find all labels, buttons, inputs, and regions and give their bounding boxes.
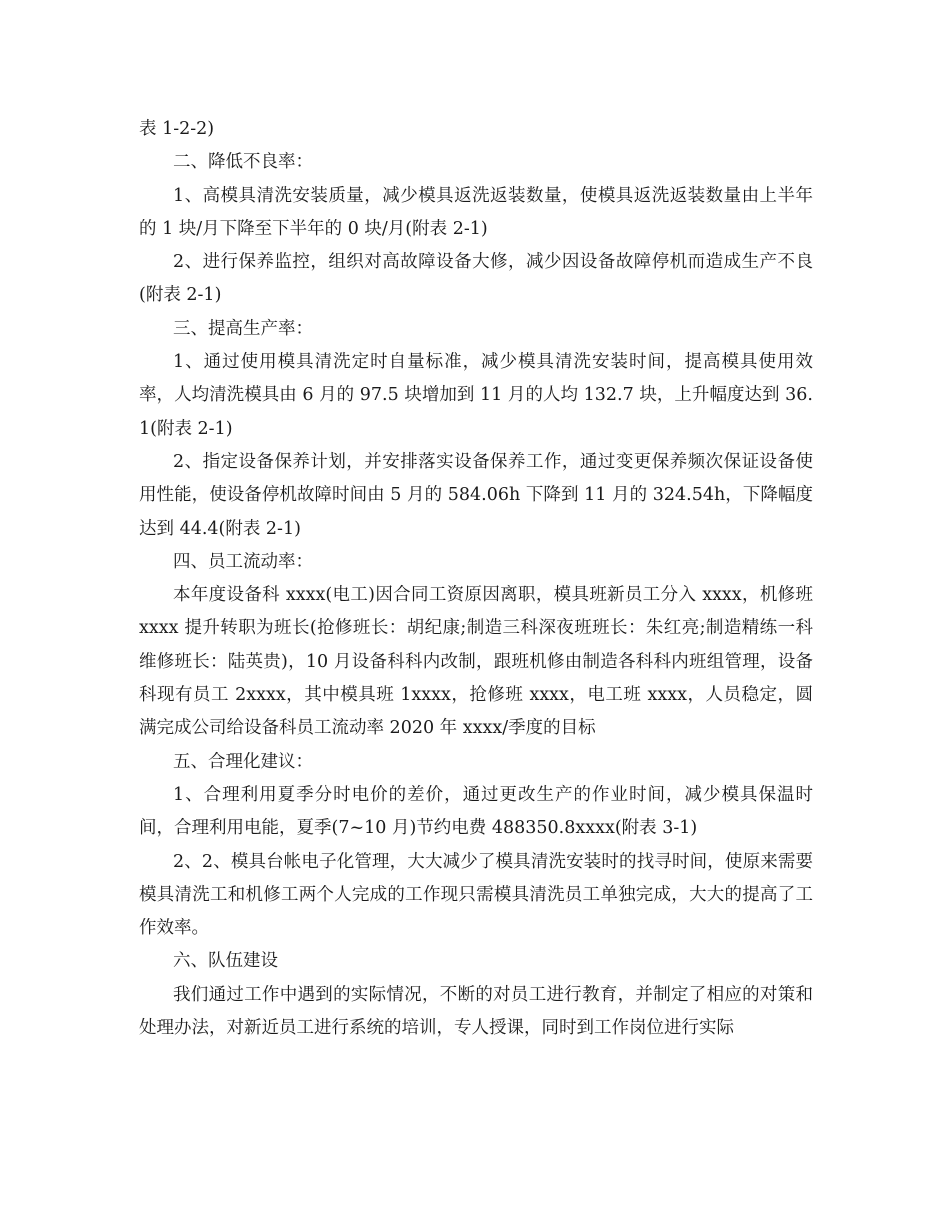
continued-table-reference: 表 1-2-2) [139, 119, 215, 139]
section-heading-staff-turnover: 四、员工流动率： [173, 551, 313, 572]
paragraph-maintenance-monitoring: 2、进行保养监控，组织对高故障设备大修，减少因设备故障停机而造成生产不良(附表 2-1) [139, 252, 813, 306]
paragraph-digital-ledger: 2、2、模具台帐电子化管理，大大减少了模具清洗安装时的找寻时间，使原来需要模具清洗工和机修工两个人完成的工作现只需模具清洗员工单独完成，大大的提高了工作效率。 [139, 851, 813, 939]
paragraph-staff-training: 我们通过工作中遇到的实际情况，不断的对员工进行教育，并制定了相应的对策和处理办法，对新近员工进行系统的培训，专人授课，同时到工作岗位进行实际 [139, 984, 813, 1039]
paragraph-staff-changes: 本年度设备科 xxxx(电工)因合同工资原因离职，模具班新员工分入 xxxx，机修班 xxxx 提升转职为班长(抢修班长：胡纪康;制造三科深夜班班长：朱红亮;制造精练一科维修班长：陆英贵)，10 月设备科科内改制，跟班机修由制造各科科内班组管理，设备科现有员工 2xxxx，其中模具班 1xxxx，抢修班 xxxx，电工班 xxxx，人员稳定，圆满完成公司给设备科员工流动率 2020 年 xxxx/季度的目标 [139, 585, 813, 739]
section-heading-reduce-defect-rate: 二、降低不良率： [173, 152, 313, 173]
paragraph-maintenance-plan: 2、指定设备保养计划，并安排落实设备保养工作，通过变更保养频次保证设备使用性能，使设备停机故障时间由 5 月的 584.06h 下降到 11 月的 324.54h，下降幅度达到 44.4(附表 2-1) [139, 451, 813, 539]
document-body [139, 113, 813, 1045]
section-heading-team-building: 六、队伍建设 [173, 951, 278, 972]
paragraph-cleaning-standard: 1、通过使用模具清洗定时自量标准，减少模具清洗安装时间，提高模具使用效率，人均清洗模具由 6 月的 97.5 块增加到 11 月的人均 132.7 块，上升幅度达到 36.1(附表 2-1) [139, 352, 813, 439]
paragraph-electricity-savings: 1、合理利用夏季分时电价的差价，通过更改生产的作业时间，减少模具保温时间，合理利用电能，夏季(7~10 月)节约电费 488350.8xxxx(附表 3-1) [139, 784, 813, 839]
section-heading-productivity: 三、提高生产率： [173, 318, 313, 339]
section-heading-suggestions: 五、合理化建议： [173, 751, 313, 772]
paragraph-mold-cleaning-quality: 1、高模具清洗安装质量，减少模具返洗返装数量，使模具返洗返装数量由上半年的 1 块/月下降至下半年的 0 块/月(附表 2-1) [139, 185, 813, 239]
